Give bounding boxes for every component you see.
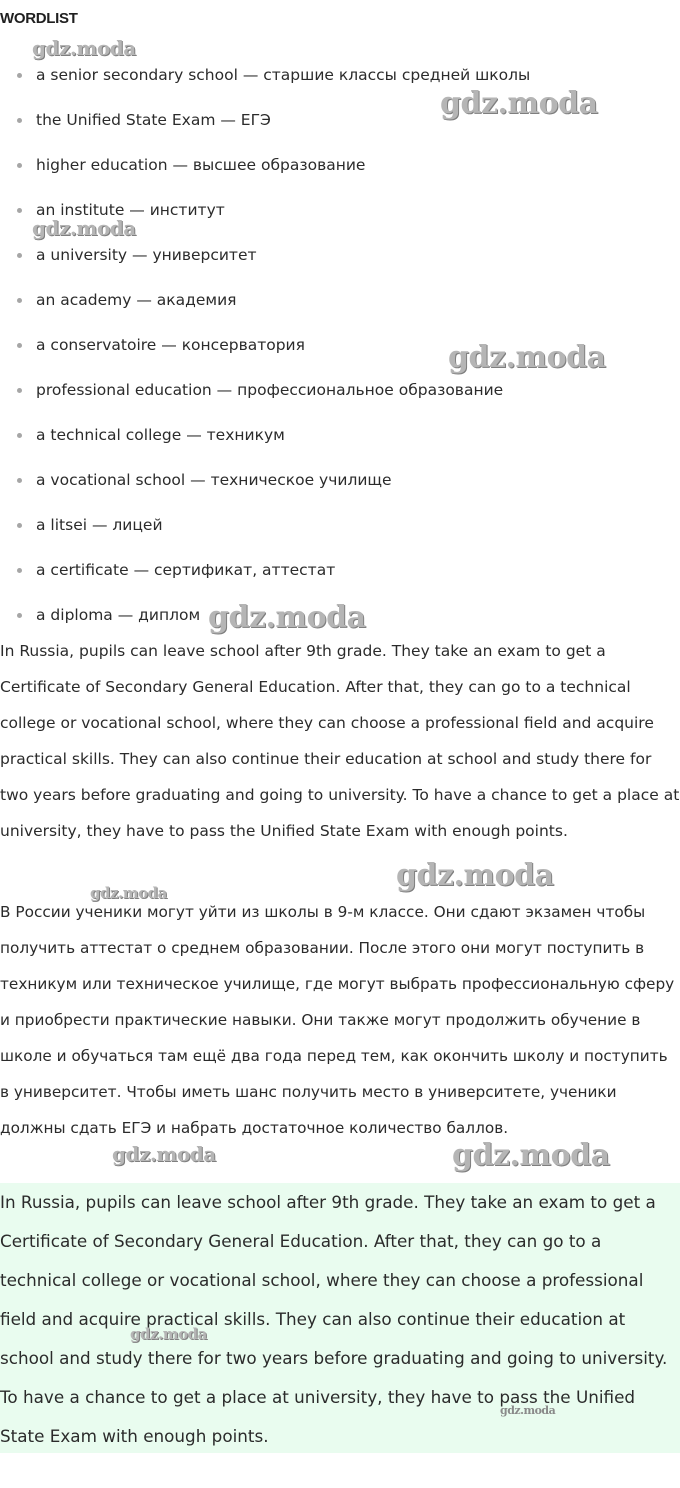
watermark-logo: gdz.moda	[32, 216, 136, 240]
list-item	[36, 469, 392, 491]
paragraph-english: In Russia, pupils can leave school after 9th grade. They take an exam to get a Certificate of Secondary General Education. After that, they can go to a technical college or vocational school, where they can choose a professional field and acquire practical skills. They can also continue their education at school and study there for two years before graduating and going to university. To have a chance to get a place at university, they have to pass the Unified State Exam with enough points.	[0, 642, 680, 840]
list-item	[36, 289, 236, 311]
list-item	[36, 64, 530, 86]
watermark-logo: gdz.moda	[500, 1404, 556, 1417]
list-item-text: a litsei — лицей	[36, 516, 163, 534]
list-item-text: a certificate — сертификат, аттестат	[36, 561, 336, 579]
list-item	[36, 109, 271, 131]
list-item-text: an academy — академия	[36, 291, 237, 309]
watermark-logo: gdz.moda	[452, 1138, 610, 1173]
bullet-icon	[17, 478, 22, 483]
wordlist-heading: WORDLIST	[0, 10, 78, 27]
watermark-logo: gdz.moda	[32, 36, 136, 60]
list-item-text: the Unified State Exam — ЕГЭ	[36, 111, 271, 129]
bullet-icon	[17, 568, 22, 573]
bullet-icon	[17, 118, 22, 123]
bullet-icon	[17, 613, 22, 618]
paragraph-russian: В России ученики могут уйти из школы в 9-м классе. Они сдают экзамен чтобы получить аттестат о среднем образовании. После этого они могут поступить в техникум или техническое училище, где могут выбрать профессиональную сферу и приобрести практические навыки. Они также могут продолжить обучение в школе и обучаться там ещё два года перед тем, как окончить школу и поступить в университет. Чтобы иметь шанс получить место в университете, ученики должны сдать ЕГЭ и набрать достаточное количество баллов.	[0, 903, 675, 1137]
list-item-text: a diploma — диплом	[36, 606, 201, 624]
list-item-text: a university — университет	[36, 246, 257, 264]
list-item	[36, 514, 163, 536]
bullet-icon	[17, 388, 22, 393]
bullet-icon	[17, 208, 22, 213]
list-item	[36, 604, 200, 626]
list-item-text: a senior secondary school — старшие классы средней школы	[36, 66, 531, 84]
list-item-text: a technical college — техникум	[36, 426, 285, 444]
bullet-icon	[17, 298, 22, 303]
list-item	[36, 199, 225, 221]
bullet-icon	[17, 343, 22, 348]
watermark-logo: gdz.moda	[208, 600, 366, 635]
watermark-logo: gdz.moda	[448, 340, 606, 375]
list-item-text: a conservatoire — консерватория	[36, 336, 305, 354]
bullet-icon	[17, 73, 22, 78]
paragraph-highlighted-answer: In Russia, pupils can leave school after 9th grade. They take an exam to get a Certificate of Secondary General Education. After that, they can go to a technical college or vocational school, where they can choose a professional field and acquire practical skills. They can also continue their education at school and study there for two years before graduating and going to university. To have a chance to get a place at university, they have to pass the Unified State Exam with enough points.	[0, 1183, 680, 1453]
list-item	[36, 334, 305, 356]
list-item-text: a vocational school — техническое училище	[36, 471, 392, 489]
watermark-logo: gdz.moda	[90, 884, 167, 902]
watermark-logo: gdz.moda	[130, 1325, 207, 1343]
watermark-logo: gdz.moda	[112, 1142, 216, 1166]
bullet-icon	[17, 253, 22, 258]
list-item-text: an institute — институт	[36, 201, 225, 219]
list-item	[36, 244, 257, 266]
list-item	[36, 154, 365, 176]
list-item	[36, 379, 503, 401]
watermark-logo: gdz.moda	[396, 858, 554, 893]
watermark-logo: gdz.moda	[440, 86, 598, 121]
list-item	[36, 559, 335, 581]
bullet-icon	[17, 523, 22, 528]
bullet-icon	[17, 433, 22, 438]
bullet-icon	[17, 163, 22, 168]
list-item-text: higher education — высшее образование	[36, 156, 366, 174]
list-item	[36, 424, 285, 446]
list-item-text: professional education — профессиональное образование	[36, 381, 504, 399]
